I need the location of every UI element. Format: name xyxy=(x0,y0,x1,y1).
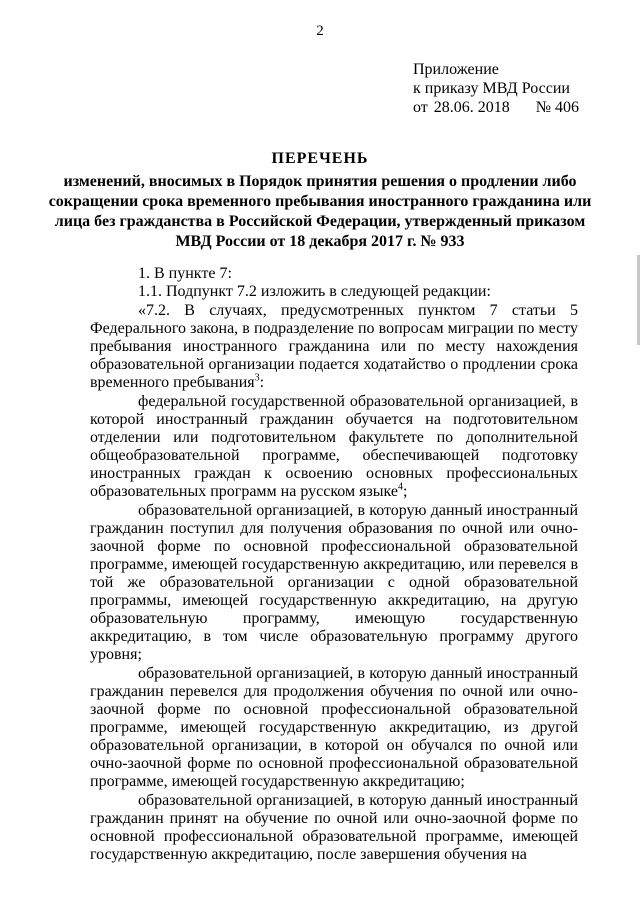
appendix-block xyxy=(413,60,579,117)
footnote-ref-3: 3 xyxy=(254,372,260,384)
paragraph-4 xyxy=(90,393,578,501)
document-subtitle: изменений, вносимых в Порядок принятия решения о продлении либо сокращении срока временного пребывания иностранного гражданина или лица без гражданства в Российской Федерации, утвержденный приказом МВД России от 18 декабря 2017 г. № 933 xyxy=(48,173,592,250)
document-body xyxy=(90,265,578,863)
appendix-label: Приложение xyxy=(413,61,499,78)
appendix-date: 28.06. 2018 xyxy=(433,99,510,116)
paragraph-3-text: «7.2. В случаях, предусмотренных пунктом 7 статьи 5 Федерального закона, в подразделение по вопросам миграции по месту пребывания иностранного гражданина или по месту нахождения образовательной организации подается ходатайство о продлении срока временного пребывания xyxy=(90,302,578,391)
appendix-order-ref: к приказу МВД России xyxy=(413,80,570,97)
paragraph-5: образовательной организацией, в которую данный иностранный гражданин поступил для получения образования по очной или очно-заочной форме по основной профессиональной образовательной программе, имеющей государственную аккредитацию, или перевелся в той же образовательной организации с одной образовательной программы, имеющей государственную аккредитацию, на другую образовательную программу, имеющую государственную аккредитацию, в том числе образовательную программу другого уровня; xyxy=(90,502,578,663)
paragraph-6: образовательной организацией, в которую данный иностранный гражданин перевелся для продолжения обучения по очной или очно-заочной форме по основной профессиональной образовательной программе, имеющей государственную аккредитацию, из другой образовательной организации, в которой он обучался по очной или очно-заочной форме по основной профессиональной образовательной программе, имеющей государственную аккредитацию; xyxy=(90,665,578,790)
paragraph-4-text: федеральной государственной образовательной организацией, в которой иностранный гражданин обучается на подготовительном отделении или подготовительном факультете по дополнительной общеобразовательной программе, обеспечивающей подготовку иностранных граждан к освоению основных профессиональных образовательных программ на русском языке xyxy=(90,393,578,500)
appendix-date-line xyxy=(413,98,579,117)
paragraph-3 xyxy=(90,302,578,392)
paragraph-2: 1.1. Подпункт 7.2 изложить в следующей редакции: xyxy=(138,283,491,300)
page-number: 2 xyxy=(316,23,324,39)
paragraph-1: 1. В пункте 7: xyxy=(138,265,232,282)
paragraph-7: образовательной организацией, в которую данный иностранный гражданин принят на обучение по очной или очно-заочной форме по основной профессиональной образовательной программе, имеющей государственную аккредитацию, после завершения обучения на xyxy=(90,792,578,863)
footnote-ref-4: 4 xyxy=(398,481,404,493)
paragraph-3-end: : xyxy=(259,374,265,391)
document-title: ПЕРЕЧЕНЬ xyxy=(271,150,369,167)
paragraph-4-end: ; xyxy=(403,483,408,500)
appendix-order-number: № 406 xyxy=(535,99,580,116)
appendix-date-prefix: от xyxy=(413,99,428,116)
